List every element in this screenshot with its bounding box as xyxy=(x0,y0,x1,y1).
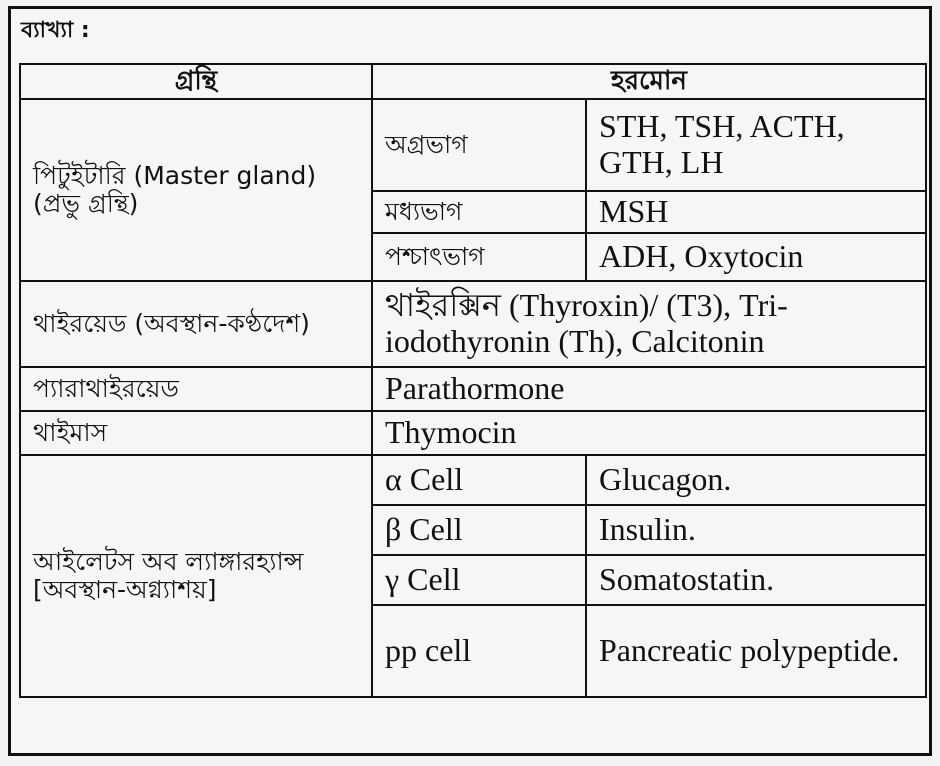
gland-hormone-table xyxy=(19,63,927,698)
thyroid-hormones: থাইরক্সিন (Thyroxin)/ (T3), Tri-iodothyronin (Th), Calcitonin xyxy=(372,281,926,367)
islet-cell: γ Cell xyxy=(372,555,586,605)
parathyroid-hormones: Parathormone xyxy=(372,367,926,411)
header-gland: গ্রন্থি xyxy=(20,64,372,99)
section-label: ব্যাখ্যা : xyxy=(21,18,90,43)
table-row xyxy=(20,455,926,505)
thymus-hormones: Thymocin xyxy=(372,411,926,455)
islet-cell: α Cell xyxy=(372,455,586,505)
explanation-box xyxy=(8,6,932,756)
table-row xyxy=(20,99,926,191)
gland-parathyroid: প্যারাথাইরয়েড xyxy=(20,367,372,411)
pituitary-hormones: MSH xyxy=(586,191,926,233)
islet-cell: β Cell xyxy=(372,505,586,555)
pituitary-part: মধ্যভাগ xyxy=(372,191,586,233)
pituitary-hormones: STH, TSH, ACTH, GTH, LH xyxy=(586,99,926,191)
gland-thymus: থাইমাস xyxy=(20,411,372,455)
islet-cell: pp cell xyxy=(372,605,586,697)
pituitary-part: পশ্চাৎভাগ xyxy=(372,233,586,281)
pituitary-part: অগ্রভাগ xyxy=(372,99,586,191)
table-row xyxy=(20,411,926,455)
gland-pituitary: পিটুইটারি (Master gland) (প্রভু গ্রন্থি) xyxy=(20,99,372,281)
header-hormone: হরমোন xyxy=(372,64,926,99)
islet-hormone: Pancreatic polypeptide. xyxy=(586,605,926,697)
table-header-row xyxy=(20,64,926,99)
islet-hormone: Glucagon. xyxy=(586,455,926,505)
islet-hormone: Insulin. xyxy=(586,505,926,555)
table-row xyxy=(20,281,926,367)
islet-hormone: Somatostatin. xyxy=(586,555,926,605)
table-row xyxy=(20,367,926,411)
gland-islets: আইলেটস অব ল্যাঙ্গারহ্যান্স [অবস্থান-অগ্ন্যাশয়] xyxy=(20,455,372,697)
gland-thyroid: থাইরয়েড (অবস্থান-কণ্ঠদেশ) xyxy=(20,281,372,367)
pituitary-hormones: ADH, Oxytocin xyxy=(586,233,926,281)
